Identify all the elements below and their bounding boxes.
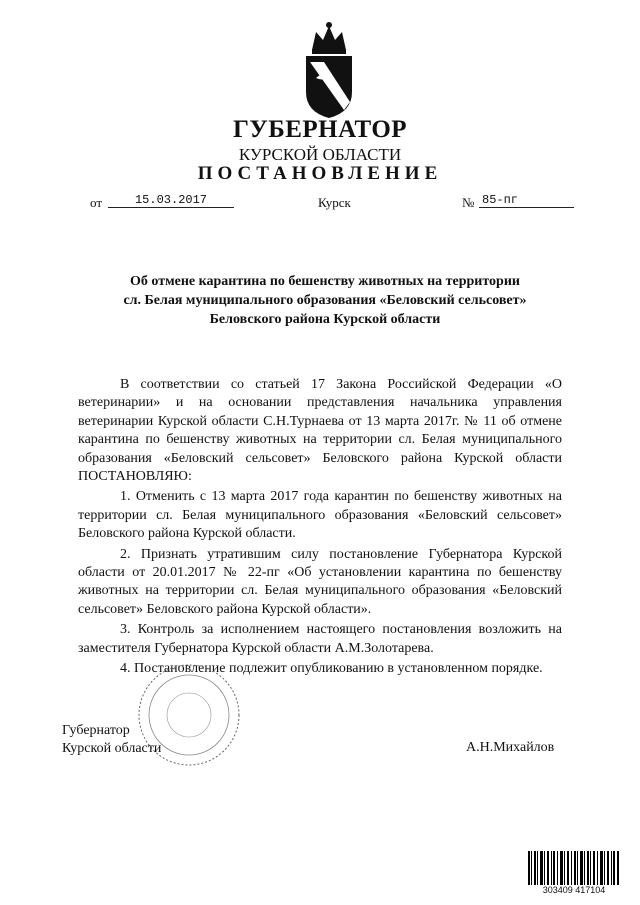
position-line: Губернатор [62, 723, 130, 738]
document-type-heading: ПОСТАНОВЛЕНИЕ [197, 163, 443, 184]
title-line: Беловского района Курской области [209, 312, 441, 327]
body-paragraph: В соответствии со статьей 17 Закона Российской Федерации «О ветеринарии» и на основании представления начальника управления ветеринарии Курской области С.Н.Турнаева от 13 марта 2017г. № 11 об отмене карантина по бешенству животных на территории сл. Белая муниципального образования «Беловский сельсовет» Беловского района Курской области ПОСТАНОВЛЯЮ: [78, 377, 562, 485]
barcode-number: 303409 417104 [527, 885, 621, 895]
document-number: 85-пг [479, 193, 574, 208]
body-paragraph: 3. Контроль за исполнением настоящего постановления возложить на заместителя Губернатора Курской области А.М.Золотарева. [78, 622, 562, 656]
document-date: 15.03.2017 [108, 193, 234, 208]
signatory-position [62, 722, 161, 758]
title-line: Об отмене карантина по бешенству животных на территории [130, 274, 520, 289]
document-title [95, 272, 555, 329]
signatory-name: А.Н.Михайлов [466, 740, 555, 755]
body-paragraph: 1. Отменить с 13 марта 2017 года карантин по бешенству животных на территории сл. Белая муниципального образования «Беловский сельсовет» Беловского района Курской области. [78, 489, 562, 542]
region-heading: КУРСКОЙ ОБЛАСТИ [238, 145, 402, 164]
number-label: № [462, 195, 475, 210]
body-paragraph: 4. Постановление подлежит опубликованию в установленном порядке. [120, 661, 543, 677]
document-body [78, 376, 562, 681]
authority-heading: ГУБЕРНАТОР [232, 116, 408, 143]
date-label: от [90, 195, 103, 210]
title-line: сл. Белая муниципального образования «Беловский сельсовет» [123, 293, 527, 308]
issue-city: Курск [318, 195, 351, 210]
position-line: Курской области [62, 741, 162, 756]
body-paragraph: 2. Признать утратившим силу постановление Губернатора Курской области от 20.01.2017 № 22-пг «Об установлении карантина по бешенству животных на территории сл. Белая муниципального образования «Беловский сельсовет» Беловского района Курской области». [78, 546, 562, 617]
coat-of-arms-emblem [294, 20, 364, 120]
